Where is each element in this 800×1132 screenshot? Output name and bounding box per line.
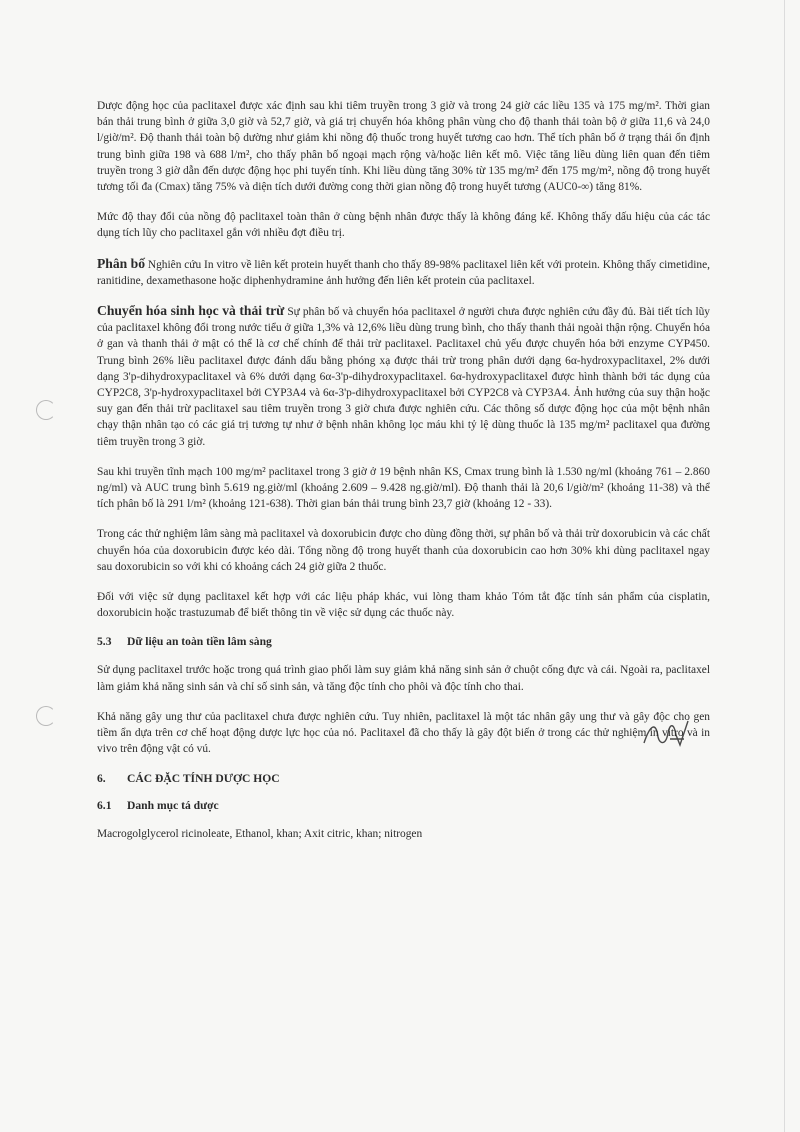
section-6-heading bbox=[97, 772, 710, 785]
section-number: 6.1 bbox=[97, 798, 112, 812]
section-number: 5.3 bbox=[97, 635, 112, 649]
ks-study-paragraph: Sau khi truyền tĩnh mạch 100 mg/m² paclitaxel trong 3 giờ ở 19 bệnh nhân KS, Cmax trung bình là 1.530 ng/ml (khoảng 761 – 2.860 ng/ml) và AUC trung bình 5.619 ng.giờ/ml (khoảng 2.609 – 9.428 ng.giờ/ml). Độ thanh thải là 20,6 l/giờ/m² (khoảng 11-38) và thể tích phân bố là 291 l/m² (khoảng 121-638). Thời gian bán thải trung bình 23,7 giờ (khoảng 12 - 33). bbox=[97, 465, 710, 511]
combination-paragraph: Đối với việc sử dụng paclitaxel kết hợp với các liệu pháp khác, vui lòng tham khảo Tóm tắt đặc tính sản phẩm của cisplatin, doxorubicin hoặc trastuzumab để biết thông tin về việc sử dụng các thuốc này. bbox=[97, 591, 710, 620]
document-body bbox=[97, 98, 710, 856]
pk-paragraph-2: Mức độ thay đổi của nồng độ paclitaxel toàn thân ở cùng bệnh nhân được thấy là không đáng kể. Không thấy dấu hiệu của các tác dụng tích lũy cho paclitaxel gắn với nhiều đợt điều trị. bbox=[97, 211, 710, 240]
distribution-body: Nghiên cứu In vitro về liên kết protein huyết thanh cho thấy 89-98% paclitaxel liên kết với protein. Không thấy cimetidine, ranitidine, dexamethasone hoặc diphenhydramine ảnh hưởng đến liên kết protein của paclitaxel. bbox=[97, 258, 711, 287]
carcinogenicity-paragraph: Khả năng gây ung thư của paclitaxel chưa được nghiên cứu. Tuy nhiên, paclitaxel là một tác nhân gây ung thư và gây độc cho gen tiềm ẩn dựa trên cơ chế hoạt động dược lực học của nó. Paclitaxel đã cho thấy là gây đột biến ở trong các thử nghiệm in vitro và in vivo trên động vật có vú. bbox=[97, 710, 710, 756]
doxorubicin-paragraph: Trong các thử nghiệm lâm sàng mà paclitaxel và doxorubicin được cho dùng đồng thời, sự phân bố và thải trừ doxorubicin và các chất chuyển hóa của doxorubicin được kéo dài. Tổng nồng độ trong huyết thanh của doxorubicin cao hơn 30% khi dùng paclitaxel ngay sau doxorubicin so với khi có khoảng cách 24 giờ giữa 2 thuốc. bbox=[97, 528, 710, 573]
section-title: CÁC ĐẶC TÍNH DƯỢC HỌC bbox=[127, 771, 280, 785]
section-5-3-heading bbox=[97, 635, 710, 648]
metabolism-lead: Chuyển hóa sinh học và thải trừ bbox=[97, 303, 285, 319]
section-number: 6. bbox=[97, 771, 106, 785]
section-title: Dữ liệu an toàn tiền lâm sàng bbox=[127, 635, 272, 649]
page-edge-line bbox=[784, 0, 785, 1132]
distribution-lead: Phân bố bbox=[97, 255, 145, 271]
excipients-paragraph: Macrogolglycerol ricinoleate, Ethanol, khan; Axit citric, khan; nitrogen bbox=[97, 827, 423, 840]
punch-hole-mark bbox=[36, 706, 56, 726]
metabolism-paragraph bbox=[97, 303, 710, 450]
pk-paragraph-1: Dược động học của paclitaxel được xác định sau khi tiêm truyền trong 3 giờ và trong 24 giờ các liều 135 và 175 mg/m². Thời gian bán thải trung bình ở giữa 3,0 giờ và 52,7 giờ, và giá trị chuyển hóa không phân vùng cho độ thanh thải toàn bộ ở giữa 11,6 và 24,0 l/giờ/m². Độ thanh thải toàn bộ dường như giảm khi nồng độ thuốc trong huyết tương cao hơn. Thể tích phân bố ở trạng thái ổn định trung bình giữa 198 và 688 l/m², cho thấy phân bố ngoại mạch rộng và/hoặc liên kết mô. Việc tăng liều dùng liên quan đến tiêm truyền trong 3 giờ dẫn đến dược động học phi tuyến tính. Khi liều dùng tăng 30% từ 135 mg/m² đến 175 mg/m², nồng độ trong huyết tương tối đa (Cmax) tăng 75% và diện tích dưới đường cong thời gian nồng độ trong huyết tương (AUC0-∞) tăng 81%. bbox=[97, 100, 710, 194]
fertility-paragraph: Sử dụng paclitaxel trước hoặc trong quá trình giao phối làm suy giảm khả năng sinh sản ở chuột cống đực và cái. Ngoài ra, paclitaxel làm giảm khả năng sinh sản và chỉ số sinh sản, và tăng độc tính cho phôi và độc tính cho thai. bbox=[97, 664, 710, 693]
section-title: Danh mục tá dược bbox=[127, 798, 219, 812]
metabolism-body: Sự phân bố và chuyển hóa paclitaxel ở người chưa được nghiên cứu đầy đủ. Bài tiết tích lũy của paclitaxel không đổi trong nước tiểu ở giữa 1,3% và 12,6% liều dùng trung bình, cho thấy thanh thải ngoài thận rộng. Chuyển hóa ở gan và thanh thải ở mật có thể là cơ chế chính để thải trừ paclitaxel. Paclitaxel chủ yếu được chuyển hóa bởi enzyme CYP450. Trung bình 26% liều paclitaxel được đánh dấu bằng phóng xạ được thải trừ trong phân dưới dạng 6α-hydroxypaclitaxel, 2% dưới dạng 3'p-dihydroxypaclitaxel và 6% dưới dạng 6α-3'p-dihydroxypaclitaxel. 6α-hydroxypaclitaxel được hình thành bởi tác dụng của CYP2C8, 3'p-hydroxypaclitaxel bởi CYP3A4 và 6α-3'p-dihydroxypaclitaxel bởi CYP2C8 và CYP3A4. Ảnh hưởng của suy thận hoặc suy gan đến thải trừ paclitaxel sau tiêm truyền trong 3 giờ chưa được nghiên cứu. Các thông số dược động học của một bệnh nhân chạy thận nhân tạo có các giá trị tương tự như ở bệnh nhân không lọc máu khi tỷ lệ dùng thuốc là 135 mg/m² paclitaxel qua đường tiêm truyền trong 3 giờ. bbox=[97, 306, 710, 448]
distribution-paragraph bbox=[97, 256, 710, 289]
section-6-1-heading bbox=[97, 799, 710, 812]
punch-hole-mark bbox=[36, 400, 56, 420]
